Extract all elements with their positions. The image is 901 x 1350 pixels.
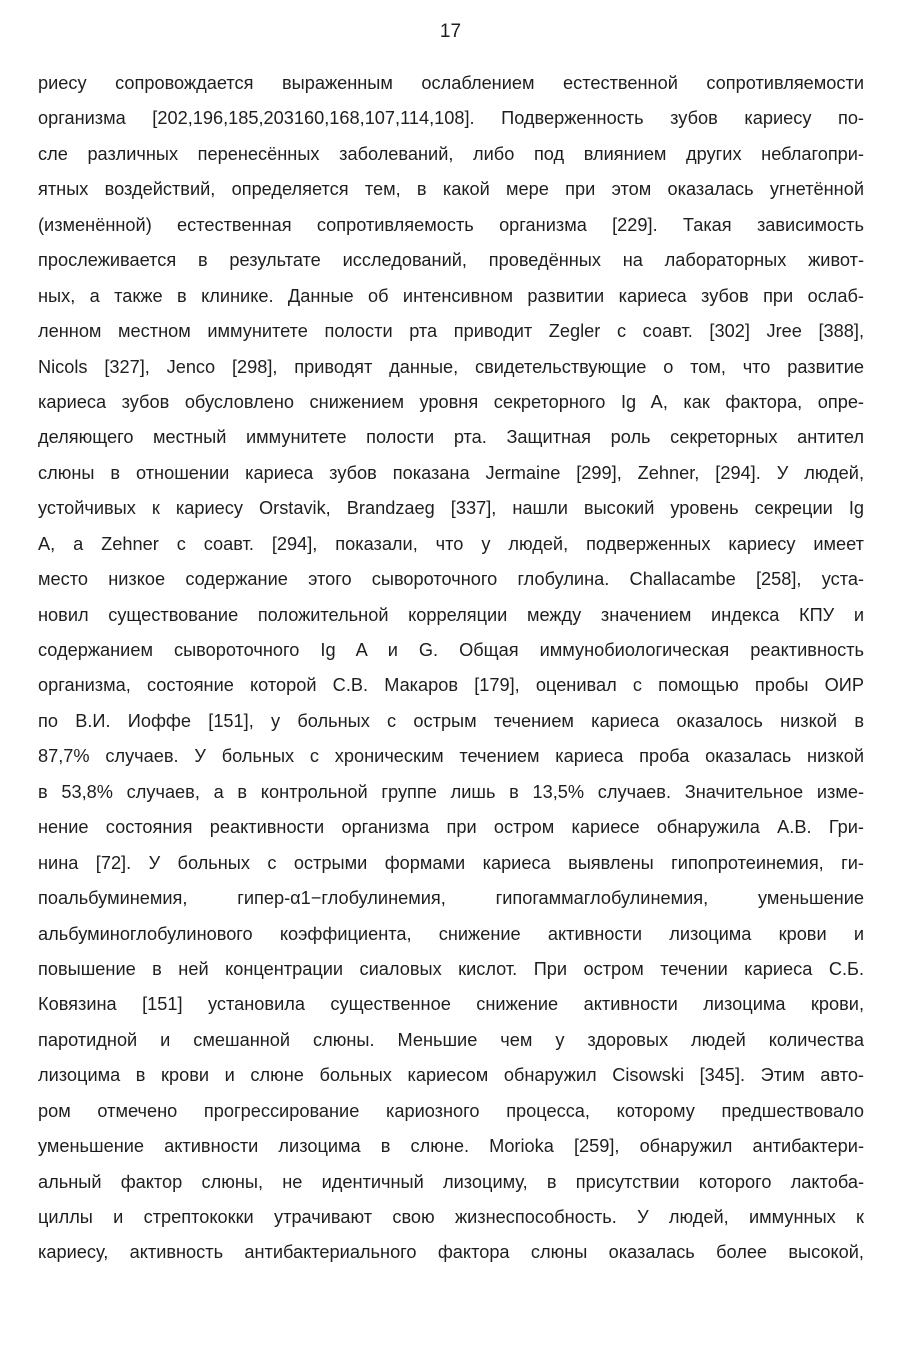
text-line: ром отмечено прогрессирование кариозного процесса, которому предшествовало: [38, 1100, 864, 1121]
text-line: нение состояния реактивности организма при остром кариесе обнаружила А.В. Гри-: [38, 817, 864, 838]
text-line: альный фактор слюны, не идентичный лизоциму, в присутствии которого лактоба-: [38, 1171, 864, 1192]
text-line: прослеживается в результате исследований, проведённых на лабораторных живот-: [38, 250, 864, 271]
text-line: паротидной и смешанной слюны. Меньшие чем у здоровых людей количества: [38, 1029, 864, 1050]
page-number: 17: [439, 21, 462, 42]
text-line: ятных воздействий, определяется тем, в какой мере при этом оказалась угнетённой: [38, 179, 864, 200]
text-line: риесу сопровождается выраженным ослаблением естественной сопротивляемости: [38, 73, 864, 93]
text-line: циллы и стрептококки утрачивают свою жизнеспособность. У людей, иммунных к: [38, 1207, 864, 1227]
text-line: A, а Zehner с соавт. [294], показали, что у людей, подверженных кариесу имеет: [38, 533, 864, 554]
text-line: в 53,8% случаев, а в контрольной группе лишь в 13,5% случаев. Значительное изме-: [38, 781, 864, 802]
text-line: альбуминоглобулинового коэффициента, снижение активности лизоцима крови и: [38, 923, 864, 944]
text-line: содержанием сывороточного Ig A и G. Общая иммунобиологическая реактивность: [38, 640, 864, 660]
text-line: нина [72]. У больных с острыми формами кариеса выявлены гипопротеинемия, ги-: [38, 852, 864, 873]
body-text: [38, 66, 864, 1271]
text-line: кариесу, активность антибактериального фактора слюны оказалась более высокой,: [38, 1242, 864, 1263]
text-line: организма, состояние которой С.В. Макаров [179], оценивал с помощью пробы ОИР: [38, 675, 864, 696]
text-line: устойчивых к кариесу Orstavik, Brandzaeg [337], нашли высокий уровень секреции Ig: [38, 498, 864, 519]
text-line: Nicols [327], Jenco [298], приводят данные, свидетельствующие о том, что развитие: [38, 356, 864, 377]
text-line: ных, а также в клинике. Данные об интенсивном развитии кариеса зубов при ослаб-: [38, 285, 864, 306]
text-line: новил существование положительной корреляции между значением индекса КПУ и: [38, 604, 864, 625]
text-line: слюны в отношении кариеса зубов показана Jermaine [299], Zehner, [294]. У людей,: [38, 462, 864, 483]
text-line: деляющего местный иммунитете полости рта. Защитная роль секреторных антител: [38, 427, 864, 448]
text-line: кариеса зубов обусловлено снижением уровня секреторного Ig A, как фактора, опре-: [38, 391, 864, 412]
text-line: лизоцима в крови и слюне больных кариесом обнаружил Cisowski [345]. Этим авто-: [38, 1065, 864, 1086]
text-line: (изменённой) естественная сопротивляемость организма [229]. Такая зависимость: [38, 214, 864, 235]
text-line: организма [202,196,185,203160,168,107,114,108]. Подверженность зубов кариесу по-: [38, 108, 864, 129]
text-line: поальбуминемия, гипер-α1−глобулинемия, гипогаммаглобулинемия, уменьшение: [38, 888, 864, 909]
text-line: уменьшение активности лизоцима в слюне. Morioka [259], обнаружил антибактери-: [38, 1136, 864, 1157]
text-line: место низкое содержание этого сывороточного глобулина. Challacambe [258], уста-: [38, 569, 864, 590]
text-line: сле различных перенесённых заболеваний, либо под влиянием других неблагопри-: [38, 143, 864, 164]
text-line: повышение в ней концентрации сиаловых кислот. При остром течении кариеса С.Б.: [38, 958, 864, 979]
text-line: ленном местном иммунитете полости рта приводит Zegler с соавт. [302] Jree [388],: [38, 321, 864, 342]
text-line: Ковязина [151] установила существенное снижение активности лизоцима крови,: [38, 994, 864, 1015]
text-line: по В.И. Иоффе [151], у больных с острым течением кариеса оказалось низкой в: [38, 710, 864, 731]
text-line: 87,7% случаев. У больных с хроническим течением кариеса проба оказалась низкой: [38, 746, 864, 767]
